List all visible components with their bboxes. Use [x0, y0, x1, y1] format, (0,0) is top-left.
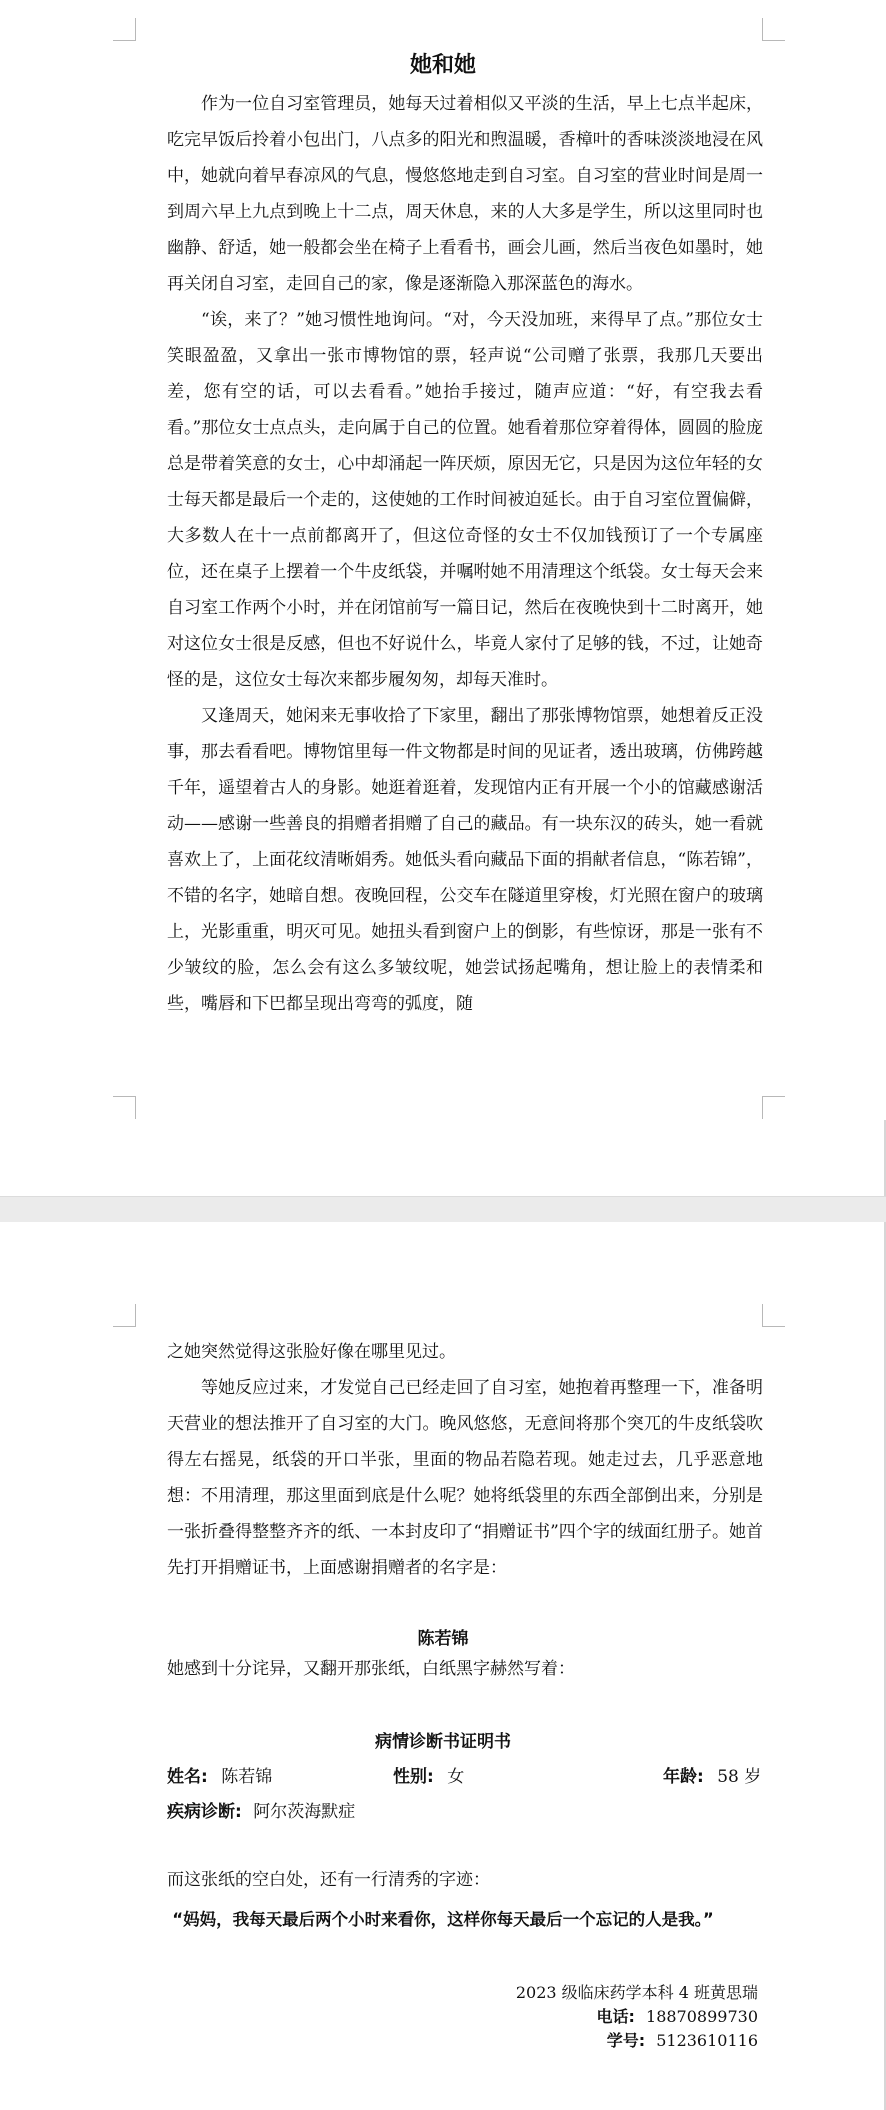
phone-label: 电话: [596, 2007, 635, 2026]
crop-mark [113, 18, 136, 41]
certificate-name-field [167, 1764, 272, 1790]
daughter-quote: “妈妈，我每天最后两个小时来看你，这样你每天最后一个忘记的人是我。” [172, 1910, 714, 1929]
blank-note: 而这张纸的空白处，还有一行清秀的字迹： [167, 1870, 490, 1890]
crop-mark [113, 1304, 136, 1327]
name-value: 陈若锦 [221, 1767, 273, 1787]
author-phone [597, 2005, 758, 2029]
student-id-value: 5123610116 [656, 2031, 758, 2050]
author-student-id [607, 2029, 758, 2053]
paragraph: 又逢周天，她闲来无事收拾了下家里，翻出了那张博物馆票，她想着反正没事，那去看看吧。博物馆里每一件文物都是时间的见证者，透出玻璃，仿佛跨越千年，遥望着古人的身影。她逛着逛着，发现馆内正有开展一个小的馆藏感谢活动——感谢一些善良的捐赠者捐赠了自己的藏品。有一块东汉的砖头，她一看就喜欢上了，上面花纹清晰娟秀。她低头看向藏品下面的捐献者信息，“陈若锦”，不错的名字，她暗自想。夜晚回程，公交车在隧道里穿梭，灯光照在窗户的玻璃上，光影重重，明灭可见。她扭头看到窗户上的倒影，有些惊讶，那是一张有不少皱纹的脸，怎么会有这么多皱纹呢，她尝试扬起嘴角，想让脸上的表情柔和些，嘴唇和下巴都呈现出弯弯的弧度，随 [167, 706, 763, 1014]
crop-mark [762, 1096, 785, 1119]
diagnosis-label: 疾病诊断: [167, 1802, 242, 1822]
story-body-part-1 [167, 86, 763, 1022]
paragraph: 作为一位自习室管理员，她每天过着相似又平淡的生活，早上七点半起床，吃完早饭后拎着小包出门，八点多的阳光和煦温暖，香樟叶的香味淡淡地浸在风中，她就向着早春凉风的气息，慢悠悠地走到自习室。自习室的营业时间是周一到周六早上九点到晚上十二点，周天休息，来的人大多是学生，所以这里同时也幽静、舒适，她一般都会坐在椅子上看看书，画会儿画，然后当夜色如墨时，她再关闭自习室，走回自己的家，像是逐渐隐入那深蓝色的海水。 [167, 94, 763, 294]
crop-mark [762, 18, 785, 41]
after-name-text: 她感到十分诧异，又翻开那张纸，白纸黑字赫然写着： [167, 1659, 575, 1679]
diagnosis-value: 阿尔茨海默症 [253, 1802, 356, 1822]
phone-value: 18870899730 [646, 2007, 758, 2026]
paragraph: 等她反应过来，才发觉自己已经走回了自习室，她抱着再整理一下，准备明天营业的想法推开了自习室的大门。晚风悠悠，无意间将那个突兀的牛皮纸袋吹得左右摇晃，纸袋的开口半张，里面的物品若隐若现。她走过去，几乎恶意地想：不用清理，那这里面到底是什么呢？她将纸袋里的东西全部倒出来，分别是一张折叠得整整齐齐的纸、一本封皮印了“捐赠证书”四个字的绒面红册子。她首先打开捐赠证书，上面感谢捐赠者的名字是： [167, 1378, 763, 1578]
student-id-label: 学号: [606, 2031, 646, 2050]
certificate-diagnosis-field [167, 1799, 355, 1825]
story-body-part-2 [167, 1334, 763, 1586]
page-separator [0, 1196, 886, 1224]
donor-name: 陈若锦 [417, 1629, 469, 1649]
age-value: 58 岁 [717, 1767, 762, 1787]
certificate-gender-field [393, 1764, 464, 1790]
author-line: 2023 级临床药学本科 4 班黄思瑞 [515, 1983, 758, 2002]
paragraph: 之她突然觉得这张脸好像在哪里见过。 [167, 1342, 456, 1362]
gender-label: 性别: [393, 1767, 434, 1787]
paragraph: “诶，来了？”她习惯性地询问。“对，今天没加班，来得早了点。”那位女士笑眼盈盈，又拿出一张市博物馆的票，轻声说“公司赠了张票，我那几天要出差，您有空的话，可以去看看。”她抬手接过，随声应道：“好，有空我去看看。”那位女士点点头，走向属于自己的位置。她看着那位穿着得体，圆圆的脸庞总是带着笑意的女士，心中却涌起一阵厌烦，原因无它，只是因为这位年轻的女士每天都是最后一个走的，这使她的工作时间被迫延长。由于自习室位置偏僻，大多数人在十一点前都离开了，但这位奇怪的女士不仅加钱预订了一个专属座位，还在桌子上摆着一个牛皮纸袋，并嘱咐她不用清理这个纸袋。女士每天会来自习室工作两个小时，并在闭馆前写一篇日记，然后在夜晚快到十二时离开，她对这位女士很是反感，但也不好说什么，毕竟人家付了足够的钱，不过，让她奇怪的是，这位女士每次来都步履匆匆，却每天准时。 [167, 310, 763, 690]
name-label: 姓名: [167, 1767, 208, 1787]
crop-mark [113, 1096, 136, 1119]
certificate-title: 病情诊断书证明书 [375, 1732, 511, 1752]
age-label: 年龄: [663, 1767, 704, 1787]
gender-value: 女 [447, 1767, 465, 1787]
crop-mark [762, 1304, 785, 1327]
certificate-age-field [663, 1764, 761, 1790]
page-title: 她和她 [409, 53, 476, 78]
